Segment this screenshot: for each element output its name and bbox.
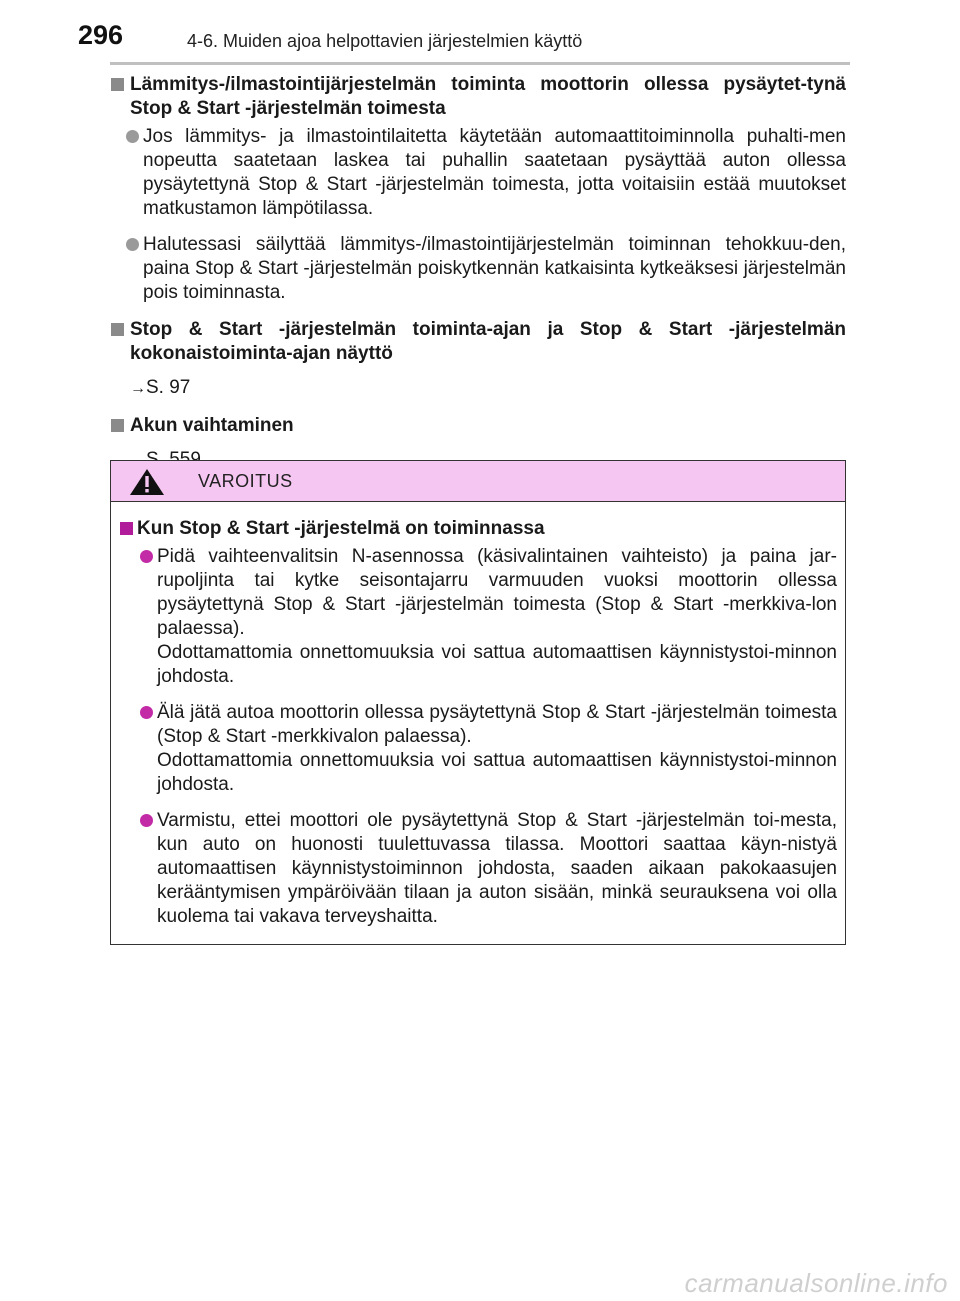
warning-list-item	[119, 701, 837, 797]
circle-bullet-icon	[140, 706, 153, 719]
section-hvac	[110, 73, 846, 305]
square-bullet-icon	[111, 323, 124, 336]
section-operating-time	[110, 318, 846, 401]
list-item-text: Älä jätä autoa moottorin ollessa pysäytettynä Stop & Start -järjestelmän toimesta (Stop & Start -merkkivalon palaessa).	[157, 702, 837, 747]
square-bullet-icon	[111, 78, 124, 91]
warning-triangle-icon	[129, 468, 165, 501]
list-item	[110, 125, 846, 221]
section-heading	[110, 73, 846, 121]
heading-text: Stop & Start -järjestelmän toiminta-ajan ja Stop & Start -järjestelmän kokonaistoiminta-ajan näyttö	[130, 319, 846, 364]
warning-list-item	[119, 545, 837, 689]
main-content	[110, 73, 846, 486]
list-item-text: Pidä vaihteenvalitsin N-asennossa (käsivalintainen vaihteisto) ja paina jar-rupoljinta tai kytke seisontajarru varmuuden vuoksi moottorin ollessa pysäytettynä Stop & Start -järjestelmän toimesta (Stop & Start -merkkiva-lon palaessa).	[157, 546, 837, 639]
heading-text: Kun Stop & Start -järjestelmä on toiminnassa	[137, 518, 545, 539]
section-title: 4-6. Muiden ajoa helpottavien järjestelmien käyttö	[187, 31, 583, 51]
arrow-right-icon: →	[130, 380, 146, 397]
list-item-text: Halutessasi säilyttää lämmitys-/ilmastointijärjestelmän toiminnan tehokkuu-den, paina Stop & Start -järjestelmän poiskytkennän katkaisinta kytkeäksesi järjestelmän pois toiminnasta.	[143, 234, 846, 303]
list-item-note: Odottamattomia onnettomuuksia voi sattua automaattisen käynnistystoi-minnon johdosta.	[157, 750, 837, 795]
heading-text: Akun vaihtaminen	[130, 415, 294, 436]
watermark: carmanualsonline.info	[684, 1268, 948, 1298]
list-item-text: Varmistu, ettei moottori ole pysäytettynä Stop & Start -järjestelmän toi-mesta, kun auto on huonosti tuulettuvassa tilassa. Moottori saattaa käyn-nistyä automaattisen käynnistystoiminnon johdosta, saaden aikaan pakokaasujen kerääntymisen ympäröivään tilaan ja auton sisään, minkä seurauksena voi olla kuolema tai vakava terveyshaitta.	[157, 810, 837, 927]
warning-header	[111, 461, 845, 502]
circle-bullet-icon	[126, 238, 139, 251]
list-item	[110, 233, 846, 305]
section-heading	[110, 318, 846, 366]
warning-box	[110, 460, 846, 945]
list-item-text: Jos lämmitys- ja ilmastointilaitetta käytetään automaattitoiminnolla puhalti-men nopeutta saatetaan laskea tai puhallin saatetaan pysäyttää auton ollessa pysäytettynä Stop & Start -järjestelmän toimesta, jotta voitaisiin estää muutokset matkustamon lämpötilassa.	[143, 126, 846, 219]
warning-list-item	[119, 809, 837, 929]
page-number: 296	[78, 20, 124, 50]
page-reference[interactable]	[110, 376, 846, 401]
warning-heading	[119, 517, 837, 541]
square-bullet-icon	[111, 419, 124, 432]
page-reference-text[interactable]: S. 97	[146, 377, 191, 398]
list-item-note: Odottamattomia onnettomuuksia voi sattua automaattisen käynnistystoi-minnon johdosta.	[157, 642, 837, 687]
circle-bullet-icon	[126, 130, 139, 143]
circle-bullet-icon	[140, 814, 153, 827]
warning-body	[111, 502, 845, 929]
circle-bullet-icon	[140, 550, 153, 563]
warning-label: VAROITUS	[198, 471, 293, 491]
section-heading	[110, 414, 846, 438]
square-bullet-icon	[120, 522, 133, 535]
heading-text: Lämmitys-/ilmastointijärjestelmän toiminta moottorin ollessa pysäytet-tynä Stop & Start -järjestelmän toimesta	[130, 74, 846, 119]
header-rule	[110, 62, 850, 65]
